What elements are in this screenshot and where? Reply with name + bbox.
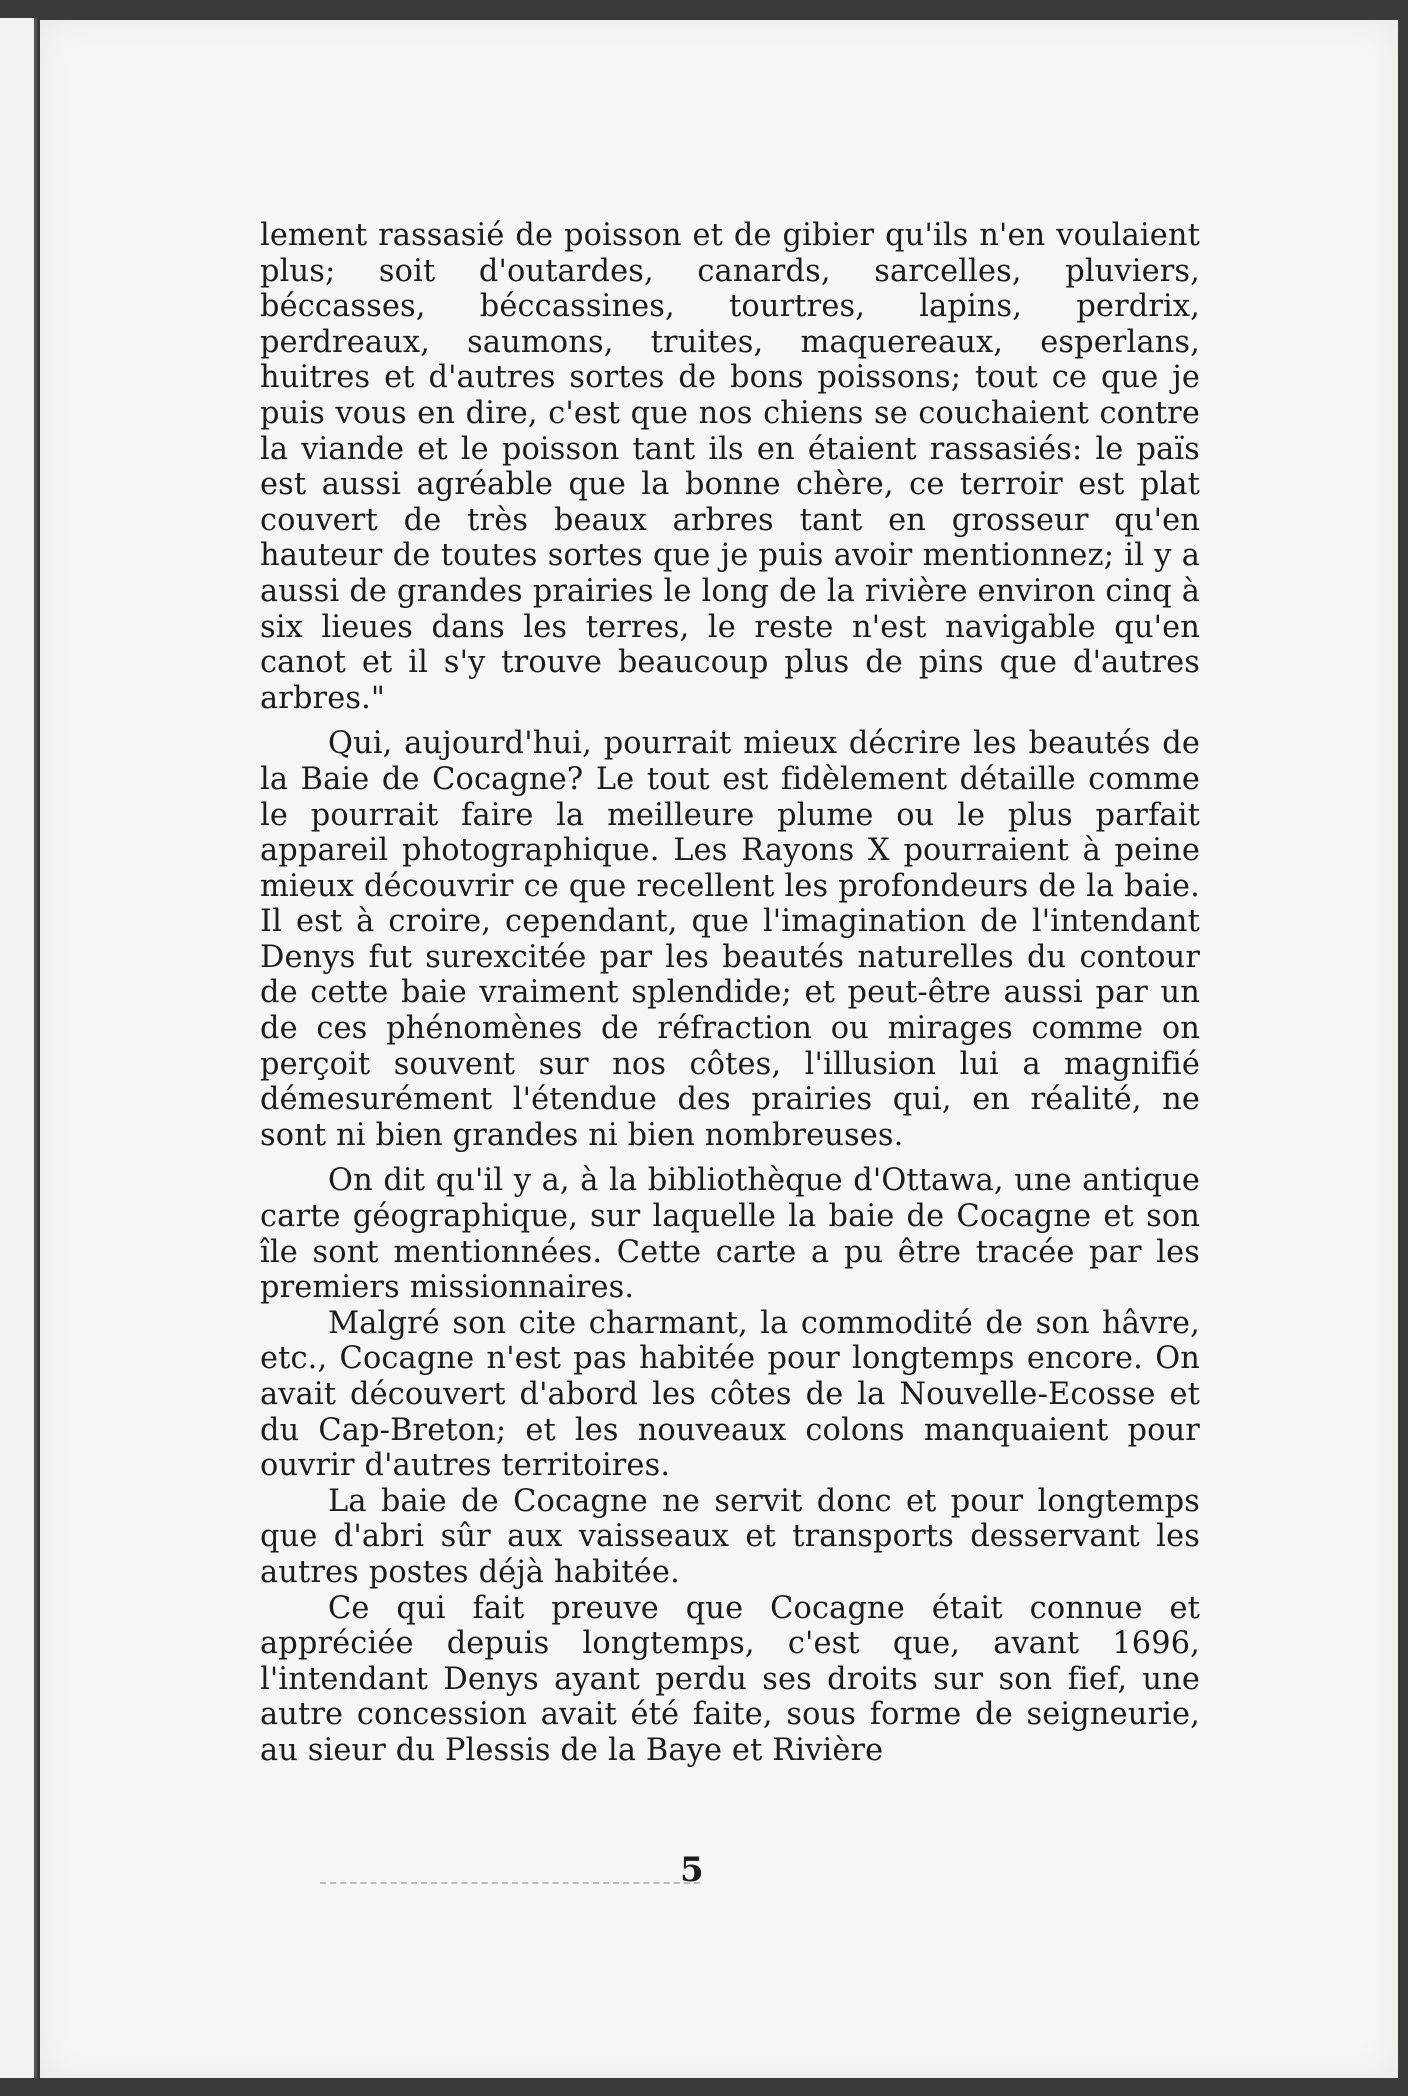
print-smudge xyxy=(320,1882,700,1890)
paragraph-1: lement rassasié de poisson et de gibier qu'ils n'en voulaient plus; soit d'outardes, canards, sarcelles, pluviers, béccasses, béccassines, tourtres, lapins, perdrix, perdreaux, saumons, truites, maquereaux, esperlans, huitres et d'autres sortes de bons poissons; tout ce que je puis vous en dire, c'est que nos chiens se couchaient contre la viande et le poisson tant ils en étaient rassasiés: le païs est aussi agréable que la bonne chère, ce terroir est plat couvert de très beaux arbres tant en grosseur qu'en hauteur de toutes sortes que je puis avoir mentionnez; il y a aussi de grandes prairies le long de la rivière environ cinq à six lieues dans les terres, le reste n'est navigable qu'en canot et il s'y trouve beaucoup plus de pins que d'autres arbres." xyxy=(260,218,1200,716)
paragraph-4: Malgré son cite charmant, la commodité de son hâvre, etc., Cocagne n'est pas habitée pour longtemps encore. On avait découvert d'abord les côtes de la Nouvelle-Ecosse et du Cap-Breton; et les nouveaux colons manquaient pour ouvrir d'autres territoires. xyxy=(260,1305,1200,1484)
page-number: 5 xyxy=(680,1850,704,1890)
body-text xyxy=(260,218,1200,1769)
left-page-edge xyxy=(0,18,37,2078)
book-page xyxy=(40,20,1398,2078)
paragraph-5: La baie de Cocagne ne servit donc et pour longtemps que d'abri sûr aux vaisseaux et transports desservant les autres postes déjà habitée. xyxy=(260,1483,1200,1590)
paragraph-2: Qui, aujourd'hui, pourrait mieux décrire les beautés de la Baie de Cocagne? Le tout est fidèlement détaille comme le pourrait faire la meilleure plume ou le plus parfait appareil photographique. Les Rayons X pourraient à peine mieux découvrir ce que recellent les profondeurs de la baie. Il est à croire, cependant, que l'imagination de l'intendant Denys fut surexcitée par les beautés naturelles du contour de cette baie vraiment splendide; et peut-être aussi par un de ces phénomènes de réfraction ou mirages comme on perçoit souvent sur nos côtes, l'illusion lui a magnifié démesurément l'étendue des prairies qui, en réalité, ne sont ni bien grandes ni bien nombreuses. xyxy=(260,726,1200,1153)
paragraph-3: On dit qu'il y a, à la bibliothèque d'Ottawa, une antique carte géographique, sur laquelle la baie de Cocagne et son île sont mentionnées. Cette carte a pu être tracée par les premiers missionnaires. xyxy=(260,1163,1200,1306)
paragraph-6: Ce qui fait preuve que Cocagne était connue et appréciée depuis longtemps, c'est que, avant 1696, l'intendant Denys ayant perdu ses droits sur son fief, une autre concession avait été faite, sous forme de seigneurie, au sieur du Plessis de la Baye et Rivière xyxy=(260,1590,1200,1768)
